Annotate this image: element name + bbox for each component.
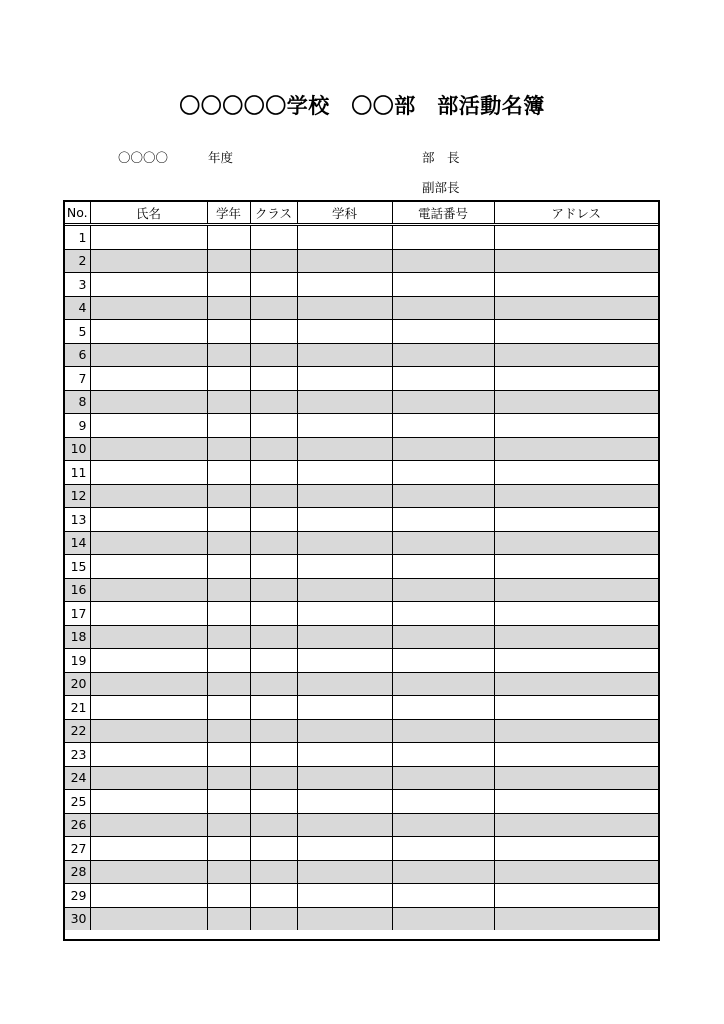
cell-phone — [392, 907, 494, 930]
cell-class — [250, 625, 297, 649]
cell-class — [250, 860, 297, 884]
table-row — [65, 225, 658, 250]
cell-phone — [392, 225, 494, 250]
row-number: 30 — [65, 907, 90, 930]
cell-address — [494, 766, 658, 790]
cell-class — [250, 273, 297, 297]
vice-captain-label: 副部長 — [422, 180, 460, 195]
cell-address — [494, 696, 658, 720]
cell-grade — [207, 719, 250, 743]
cell-grade — [207, 884, 250, 908]
cell-class — [250, 437, 297, 461]
table-row — [65, 296, 658, 320]
cell-address — [494, 343, 658, 367]
roster-table — [65, 202, 658, 930]
cell-class — [250, 555, 297, 579]
cell-department — [297, 719, 392, 743]
cell-class — [250, 743, 297, 767]
row-number: 17 — [65, 602, 90, 626]
cell-grade — [207, 696, 250, 720]
cell-name — [90, 790, 207, 814]
header-phone: 電話番号 — [392, 202, 494, 225]
cell-phone — [392, 367, 494, 391]
cell-name — [90, 461, 207, 485]
row-number: 11 — [65, 461, 90, 485]
cell-address — [494, 484, 658, 508]
cell-department — [297, 343, 392, 367]
cell-class — [250, 320, 297, 344]
cell-grade — [207, 225, 250, 250]
cell-phone — [392, 296, 494, 320]
table-row — [65, 343, 658, 367]
table-row — [65, 625, 658, 649]
row-number: 12 — [65, 484, 90, 508]
cell-address — [494, 555, 658, 579]
cell-phone — [392, 249, 494, 273]
cell-name — [90, 602, 207, 626]
row-number: 27 — [65, 837, 90, 861]
header-address: アドレス — [494, 202, 658, 225]
cell-address — [494, 414, 658, 438]
row-number: 9 — [65, 414, 90, 438]
cell-grade — [207, 484, 250, 508]
cell-department — [297, 414, 392, 438]
cell-phone — [392, 813, 494, 837]
cell-address — [494, 813, 658, 837]
header-department: 学科 — [297, 202, 392, 225]
row-number: 6 — [65, 343, 90, 367]
cell-address — [494, 672, 658, 696]
cell-name — [90, 249, 207, 273]
cell-grade — [207, 790, 250, 814]
cell-class — [250, 390, 297, 414]
cell-department — [297, 743, 392, 767]
cell-phone — [392, 602, 494, 626]
table-row — [65, 860, 658, 884]
table-row — [65, 719, 658, 743]
cell-class — [250, 508, 297, 532]
cell-address — [494, 649, 658, 673]
cell-name — [90, 437, 207, 461]
row-number: 23 — [65, 743, 90, 767]
cell-grade — [207, 649, 250, 673]
row-number: 15 — [65, 555, 90, 579]
cell-name — [90, 649, 207, 673]
cell-grade — [207, 461, 250, 485]
cell-department — [297, 649, 392, 673]
cell-grade — [207, 508, 250, 532]
cell-name — [90, 367, 207, 391]
cell-department — [297, 273, 392, 297]
table-row — [65, 602, 658, 626]
table-row — [65, 555, 658, 579]
cell-name — [90, 813, 207, 837]
cell-grade — [207, 907, 250, 930]
cell-grade — [207, 296, 250, 320]
cell-grade — [207, 743, 250, 767]
cell-department — [297, 508, 392, 532]
cell-grade — [207, 414, 250, 438]
cell-phone — [392, 273, 494, 297]
cell-department — [297, 367, 392, 391]
cell-class — [250, 296, 297, 320]
cell-class — [250, 649, 297, 673]
cell-class — [250, 249, 297, 273]
cell-department — [297, 602, 392, 626]
row-number: 7 — [65, 367, 90, 391]
row-number: 14 — [65, 531, 90, 555]
cell-class — [250, 907, 297, 930]
cell-phone — [392, 555, 494, 579]
cell-address — [494, 249, 658, 273]
cell-address — [494, 508, 658, 532]
cell-department — [297, 437, 392, 461]
cell-name — [90, 320, 207, 344]
cell-grade — [207, 813, 250, 837]
row-number: 25 — [65, 790, 90, 814]
cell-grade — [207, 555, 250, 579]
cell-phone — [392, 531, 494, 555]
cell-department — [297, 461, 392, 485]
row-number: 28 — [65, 860, 90, 884]
cell-department — [297, 860, 392, 884]
cell-phone — [392, 508, 494, 532]
cell-grade — [207, 837, 250, 861]
cell-grade — [207, 860, 250, 884]
cell-phone — [392, 625, 494, 649]
cell-address — [494, 367, 658, 391]
table-row — [65, 531, 658, 555]
cell-name — [90, 766, 207, 790]
cell-department — [297, 625, 392, 649]
cell-grade — [207, 672, 250, 696]
header-grade: 学年 — [207, 202, 250, 225]
cell-phone — [392, 672, 494, 696]
cell-name — [90, 837, 207, 861]
cell-address — [494, 273, 658, 297]
cell-phone — [392, 437, 494, 461]
cell-name — [90, 414, 207, 438]
cell-grade — [207, 249, 250, 273]
table-row — [65, 273, 658, 297]
header-class: クラス — [250, 202, 297, 225]
cell-name — [90, 743, 207, 767]
cell-address — [494, 320, 658, 344]
table-row — [65, 578, 658, 602]
cell-phone — [392, 484, 494, 508]
row-number: 2 — [65, 249, 90, 273]
cell-class — [250, 367, 297, 391]
cell-department — [297, 531, 392, 555]
cell-department — [297, 813, 392, 837]
cell-address — [494, 296, 658, 320]
cell-address — [494, 225, 658, 250]
table-header-row — [65, 202, 658, 225]
cell-name — [90, 625, 207, 649]
table-row — [65, 414, 658, 438]
cell-name — [90, 907, 207, 930]
cell-class — [250, 672, 297, 696]
cell-name — [90, 508, 207, 532]
cell-class — [250, 225, 297, 250]
cell-grade — [207, 602, 250, 626]
cell-class — [250, 484, 297, 508]
row-number: 5 — [65, 320, 90, 344]
cell-grade — [207, 766, 250, 790]
cell-address — [494, 907, 658, 930]
row-number: 19 — [65, 649, 90, 673]
row-number: 3 — [65, 273, 90, 297]
cell-address — [494, 461, 658, 485]
cell-grade — [207, 531, 250, 555]
cell-class — [250, 790, 297, 814]
cell-department — [297, 296, 392, 320]
cell-name — [90, 343, 207, 367]
cell-class — [250, 696, 297, 720]
row-number: 26 — [65, 813, 90, 837]
row-number: 13 — [65, 508, 90, 532]
header-no: No. — [65, 202, 90, 225]
cell-class — [250, 884, 297, 908]
cell-phone — [392, 766, 494, 790]
table-row — [65, 790, 658, 814]
cell-name — [90, 225, 207, 250]
cell-phone — [392, 320, 494, 344]
table-row — [65, 672, 658, 696]
cell-address — [494, 437, 658, 461]
cell-name — [90, 719, 207, 743]
table-row — [65, 461, 658, 485]
cell-class — [250, 813, 297, 837]
row-number: 24 — [65, 766, 90, 790]
row-number: 22 — [65, 719, 90, 743]
cell-grade — [207, 273, 250, 297]
cell-class — [250, 602, 297, 626]
table-row — [65, 390, 658, 414]
cell-address — [494, 578, 658, 602]
table-row — [65, 837, 658, 861]
year-value: 〇〇〇〇 — [118, 150, 169, 165]
year-label: 年度 — [208, 150, 234, 165]
row-number: 29 — [65, 884, 90, 908]
cell-department — [297, 578, 392, 602]
row-number: 1 — [65, 225, 90, 250]
cell-name — [90, 296, 207, 320]
table-row — [65, 696, 658, 720]
cell-address — [494, 602, 658, 626]
roster-sheet — [63, 200, 660, 941]
cell-name — [90, 555, 207, 579]
cell-phone — [392, 743, 494, 767]
table-row — [65, 884, 658, 908]
cell-address — [494, 390, 658, 414]
table-row — [65, 743, 658, 767]
cell-phone — [392, 790, 494, 814]
cell-grade — [207, 320, 250, 344]
cell-grade — [207, 343, 250, 367]
cell-address — [494, 531, 658, 555]
cell-phone — [392, 837, 494, 861]
table-row — [65, 813, 658, 837]
cell-grade — [207, 367, 250, 391]
roster-body — [65, 225, 658, 931]
cell-department — [297, 390, 392, 414]
row-number: 8 — [65, 390, 90, 414]
cell-department — [297, 484, 392, 508]
table-row — [65, 367, 658, 391]
cell-phone — [392, 414, 494, 438]
row-number: 21 — [65, 696, 90, 720]
cell-class — [250, 719, 297, 743]
cell-department — [297, 766, 392, 790]
row-number: 4 — [65, 296, 90, 320]
table-row — [65, 649, 658, 673]
cell-address — [494, 860, 658, 884]
cell-name — [90, 672, 207, 696]
cell-phone — [392, 696, 494, 720]
cell-class — [250, 461, 297, 485]
cell-department — [297, 884, 392, 908]
cell-grade — [207, 437, 250, 461]
header-name: 氏名 — [90, 202, 207, 225]
cell-address — [494, 884, 658, 908]
cell-address — [494, 719, 658, 743]
row-number: 10 — [65, 437, 90, 461]
cell-address — [494, 837, 658, 861]
row-number: 18 — [65, 625, 90, 649]
cell-phone — [392, 390, 494, 414]
row-number: 20 — [65, 672, 90, 696]
captain-label: 部 長 — [422, 150, 460, 165]
cell-phone — [392, 860, 494, 884]
cell-department — [297, 672, 392, 696]
cell-department — [297, 696, 392, 720]
cell-name — [90, 860, 207, 884]
cell-department — [297, 249, 392, 273]
cell-phone — [392, 461, 494, 485]
cell-class — [250, 578, 297, 602]
cell-department — [297, 837, 392, 861]
cell-address — [494, 625, 658, 649]
cell-phone — [392, 884, 494, 908]
cell-class — [250, 414, 297, 438]
cell-phone — [392, 343, 494, 367]
table-row — [65, 508, 658, 532]
cell-grade — [207, 625, 250, 649]
document-title: 〇〇〇〇〇学校 〇〇部 部活動名簿 — [179, 94, 545, 118]
cell-department — [297, 790, 392, 814]
table-row — [65, 766, 658, 790]
cell-department — [297, 320, 392, 344]
cell-department — [297, 907, 392, 930]
cell-class — [250, 531, 297, 555]
cell-name — [90, 531, 207, 555]
cell-class — [250, 837, 297, 861]
row-number: 16 — [65, 578, 90, 602]
table-row — [65, 437, 658, 461]
cell-class — [250, 766, 297, 790]
table-row — [65, 907, 658, 930]
table-row — [65, 320, 658, 344]
cell-grade — [207, 390, 250, 414]
table-row — [65, 484, 658, 508]
cell-address — [494, 743, 658, 767]
cell-name — [90, 578, 207, 602]
cell-class — [250, 343, 297, 367]
cell-grade — [207, 578, 250, 602]
cell-phone — [392, 649, 494, 673]
cell-department — [297, 555, 392, 579]
cell-name — [90, 273, 207, 297]
cell-name — [90, 390, 207, 414]
cell-department — [297, 225, 392, 250]
cell-phone — [392, 719, 494, 743]
cell-name — [90, 884, 207, 908]
cell-address — [494, 790, 658, 814]
table-row — [65, 249, 658, 273]
cell-phone — [392, 578, 494, 602]
cell-name — [90, 484, 207, 508]
cell-name — [90, 696, 207, 720]
